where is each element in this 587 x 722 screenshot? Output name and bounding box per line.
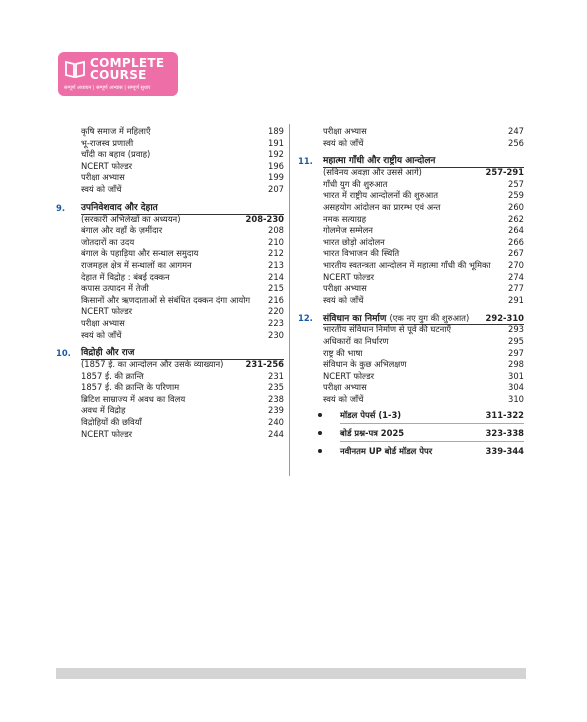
toc-row-label: परीक्षा अभ्यास xyxy=(81,172,125,183)
toc-extra-label: बोर्ड प्रश्न-पत्र 2025 xyxy=(340,428,405,439)
toc-row[interactable] xyxy=(298,272,524,284)
toc-row-label: नमक सत्याग्रह xyxy=(323,213,367,224)
chapter-title: महात्मा गाँधी और राष्ट्रीय आन्दोलन xyxy=(323,156,436,167)
toc-row-label: असहयोग आंदोलन का प्रारम्भ एवं अन्त xyxy=(323,201,441,212)
toc-row[interactable] xyxy=(56,318,284,330)
toc-row-label: अधिकारों का निर्धारण xyxy=(323,335,389,346)
toc-row-page: 231 xyxy=(268,370,284,381)
toc-row[interactable] xyxy=(56,126,284,138)
brand-line1: COMPLETE xyxy=(90,56,165,70)
chapter-subtitle: (सरकारी अभिलेखों का अध्ययन) xyxy=(81,213,181,224)
chapter-title: विद्रोही और राज xyxy=(81,348,135,359)
toc-row[interactable] xyxy=(298,179,524,191)
toc-row-page: 298 xyxy=(508,359,524,370)
chapter-number: 9. xyxy=(56,202,66,213)
toc-row[interactable] xyxy=(56,394,284,406)
toc-row-page: 207 xyxy=(268,183,284,194)
toc-row-page: 247 xyxy=(508,126,524,136)
toc-row-page: 274 xyxy=(508,271,524,282)
toc-row-page: 208 xyxy=(268,225,284,236)
toc-row[interactable] xyxy=(56,149,284,161)
toc-row-label: NCERT फोल्डर xyxy=(81,428,133,439)
toc-row[interactable] xyxy=(56,283,284,295)
chapter-subtitle-row xyxy=(56,359,284,371)
toc-row-page: 239 xyxy=(268,405,284,416)
bullet-icon xyxy=(318,449,322,453)
toc-row[interactable] xyxy=(298,248,524,260)
item-divider xyxy=(340,423,524,424)
toc-row-label: 1857 ई. की क्रान्ति के परिणाम xyxy=(81,382,180,393)
toc-row-label: 1857 ई. की क्रान्ति xyxy=(81,370,144,381)
toc-row-label: किसानों और ऋणदाताओं से संबंधित दक्कन दंगा आयोग xyxy=(81,294,251,305)
toc-row[interactable] xyxy=(56,429,284,441)
chapter-number: 11. xyxy=(298,156,313,167)
toc-row[interactable] xyxy=(298,359,524,371)
toc-row[interactable] xyxy=(298,371,524,383)
toc-extra-page: 323-338 xyxy=(485,428,524,439)
toc-row[interactable] xyxy=(56,184,284,196)
toc-row[interactable] xyxy=(298,336,524,348)
toc-extra-page: 311-322 xyxy=(485,410,524,421)
toc-row[interactable] xyxy=(56,272,284,284)
toc-extra-label: नवीनतम UP बोर्ड मॉडल पेपर xyxy=(340,446,433,457)
toc-row[interactable] xyxy=(56,161,284,173)
toc-left-column xyxy=(56,126,284,440)
chapter-page-range: 231-256 xyxy=(245,359,284,370)
toc-row-label: परीक्षा अभ्यास xyxy=(323,283,367,294)
toc-row[interactable] xyxy=(298,126,524,138)
toc-row-label: बंगाल के पहाड़िया और सन्थाल समुदाय xyxy=(81,248,199,259)
toc-row-label: गाँधी युग की शुरुआत xyxy=(323,178,388,189)
toc-row-page: 293 xyxy=(508,324,524,335)
toc-row-label: चाँदी का बहाव (प्रवाह) xyxy=(81,149,151,160)
toc-row-label: राष्ट्र की भाषा xyxy=(323,347,363,358)
column-divider xyxy=(289,124,290,476)
brand-logo xyxy=(58,52,178,96)
toc-row-label: स्वयं को जाँचें xyxy=(323,393,364,404)
toc-row[interactable] xyxy=(298,225,524,237)
toc-row-label: देहात में विद्रोह : बंबई दक्कन xyxy=(81,271,170,282)
toc-row[interactable] xyxy=(56,382,284,394)
chapter-title-note: (एक नए युग की शुरुआत) xyxy=(389,313,470,324)
chapter-subtitle: (सविनय अवज्ञा और उससे आगे) xyxy=(323,167,422,178)
chapter-page-range: 292-310 xyxy=(485,313,524,324)
toc-row-label: अवध में विद्रोह xyxy=(81,405,126,416)
toc-row-page: 270 xyxy=(508,259,524,270)
toc-row-label: विद्रोहियों की छवियाँ xyxy=(81,417,142,428)
toc-row-page: 291 xyxy=(508,294,524,305)
toc-row-label: ब्रिटिश साम्राज्य में अवध का विलय xyxy=(81,393,186,404)
toc-row[interactable] xyxy=(56,295,284,307)
toc-row-page: 213 xyxy=(268,259,284,270)
toc-row[interactable] xyxy=(298,237,524,249)
toc-row-page: 304 xyxy=(508,382,524,393)
toc-row-page: 189 xyxy=(268,126,284,136)
toc-row[interactable] xyxy=(298,214,524,226)
book-icon xyxy=(64,58,86,80)
toc-row[interactable] xyxy=(298,394,524,406)
toc-row[interactable] xyxy=(298,138,524,150)
toc-row-page: 264 xyxy=(508,225,524,236)
toc-row[interactable] xyxy=(56,172,284,184)
toc-row-page: 260 xyxy=(508,201,524,212)
toc-row-page: 214 xyxy=(268,271,284,282)
toc-row-label: कृषि समाज में महिलाएँ xyxy=(81,126,151,136)
toc-row-page: 244 xyxy=(268,428,284,439)
toc-row-label: NCERT फोल्डर xyxy=(323,370,375,381)
toc-row-page: 230 xyxy=(268,329,284,340)
toc-row-label: भारतीय स्वतन्त्रता आन्दोलन में महात्मा गाँधी की भूमिका xyxy=(323,259,491,270)
toc-row[interactable] xyxy=(56,330,284,342)
toc-row-page: 257 xyxy=(508,178,524,189)
toc-row-page: 259 xyxy=(508,190,524,201)
chapter-title-main: संविधान का निर्माण xyxy=(323,314,387,325)
toc-row-page: 199 xyxy=(268,172,284,183)
toc-row-label: कपास उत्पादन में तेजी xyxy=(81,283,149,294)
brand-tagline: सम्पूर्ण अध्ययन | सम्पूर्ण अभ्यास | सम्पूर्ण सुधार xyxy=(64,85,151,91)
toc-row-label: NCERT फोल्डर xyxy=(81,306,133,317)
toc-row[interactable] xyxy=(298,202,524,214)
toc-row-label: गोलमेज सम्मेलन xyxy=(323,225,373,236)
toc-row[interactable] xyxy=(298,190,524,202)
toc-row-page: 191 xyxy=(268,137,284,148)
toc-row-label: भारत में राष्ट्रीय आन्दोलनों की शुरुआत xyxy=(323,190,438,201)
toc-row-page: 295 xyxy=(508,335,524,346)
chapter-12-heading[interactable] xyxy=(298,312,524,324)
toc-row-label: भारतीय संविधान निर्माण से पूर्व की घटनाएँ xyxy=(323,324,452,335)
toc-row-label: स्वयं को जाँचें xyxy=(81,329,122,340)
toc-row-label: राजमहल क्षेत्र में सन्थालों का आगमन xyxy=(81,259,192,270)
toc-row-label: भू-राजस्व प्रणाली xyxy=(81,137,134,148)
toc-extra-label: मॉडल पेपर्स (1-3) xyxy=(340,410,402,421)
toc-row-label: परीक्षा अभ्यास xyxy=(323,382,367,393)
toc-row-label: भारत विभाजन की स्थिति xyxy=(323,248,400,259)
toc-row-label: स्वयं को जाँचें xyxy=(323,137,364,148)
toc-row-label: परीक्षा अभ्यास xyxy=(323,126,367,136)
toc-row-page: 301 xyxy=(508,370,524,381)
toc-row[interactable] xyxy=(56,237,284,249)
toc-row[interactable] xyxy=(56,371,284,383)
chapter-10-heading[interactable] xyxy=(56,347,284,359)
toc-row-label: परीक्षा अभ्यास xyxy=(81,317,125,328)
toc-row-label: NCERT फोल्डर xyxy=(81,160,133,171)
toc-row-page: 277 xyxy=(508,283,524,294)
toc-row-label: बंगाल और वहाँ के ज़मींदार xyxy=(81,225,163,236)
toc-row[interactable] xyxy=(298,295,524,307)
toc-row[interactable] xyxy=(298,283,524,295)
toc-row-page: 310 xyxy=(508,393,524,404)
brand-line2: COURSE xyxy=(90,68,147,82)
toc-row-page: 210 xyxy=(268,236,284,247)
toc-extra-item[interactable] xyxy=(298,407,524,423)
toc-extra-page: 339-344 xyxy=(485,446,524,457)
toc-row-page: 262 xyxy=(508,213,524,224)
toc-row-page: 212 xyxy=(268,248,284,259)
toc-row-page: 297 xyxy=(508,347,524,358)
chapter-page-range: 208-230 xyxy=(245,213,284,224)
chapter-9-heading[interactable] xyxy=(56,202,284,214)
toc-row-page: 215 xyxy=(268,283,284,294)
toc-right-column xyxy=(298,126,524,459)
chapter-subtitle: (1857 ई. का आन्दोलन और उसके व्याख्यान) xyxy=(81,359,224,370)
toc-row-label: NCERT फोल्डर xyxy=(323,271,375,282)
chapter-number: 10. xyxy=(56,348,71,359)
toc-row[interactable] xyxy=(56,248,284,260)
toc-row-page: 192 xyxy=(268,149,284,160)
toc-row[interactable] xyxy=(56,138,284,150)
toc-row-page: 235 xyxy=(268,382,284,393)
item-divider xyxy=(340,441,524,442)
toc-row-label: भारत छोड़ो आंदोलन xyxy=(323,236,385,247)
toc-row-label: संविधान के कुछ अभिलक्षण xyxy=(323,359,407,370)
toc-extra-item[interactable] xyxy=(298,443,524,459)
chapter-subtitle-row xyxy=(56,214,284,226)
chapter-11-heading[interactable] xyxy=(298,155,524,167)
chapter-number: 12. xyxy=(298,313,313,324)
toc-row[interactable] xyxy=(56,225,284,237)
toc-row[interactable] xyxy=(298,324,524,336)
toc-row-label: स्वयं को जाँचें xyxy=(81,183,122,194)
toc-row-page: 238 xyxy=(268,393,284,404)
toc-row[interactable] xyxy=(298,382,524,394)
toc-row[interactable] xyxy=(56,417,284,429)
toc-row-page: 223 xyxy=(268,317,284,328)
toc-row-page: 256 xyxy=(508,137,524,148)
toc-row[interactable] xyxy=(298,348,524,360)
footer-bar xyxy=(56,668,526,679)
toc-row-page: 267 xyxy=(508,248,524,259)
toc-row-page: 196 xyxy=(268,160,284,171)
toc-row-page: 240 xyxy=(268,417,284,428)
chapter-page-range: 257-291 xyxy=(485,167,524,178)
toc-row-page: 220 xyxy=(268,306,284,317)
toc-extra-item[interactable] xyxy=(298,425,524,441)
bullet-icon xyxy=(318,431,322,435)
toc-row[interactable] xyxy=(56,405,284,417)
toc-row[interactable] xyxy=(298,260,524,272)
toc-row-page: 216 xyxy=(268,294,284,305)
toc-row-label: जोतदारों का उदय xyxy=(81,236,135,247)
toc-row-page: 266 xyxy=(508,236,524,247)
bullet-icon xyxy=(318,413,322,417)
chapter-title: उपनिवेशवाद और देहात xyxy=(81,202,158,213)
chapter-subtitle-row xyxy=(298,167,524,179)
toc-row[interactable] xyxy=(56,260,284,272)
toc-row-label: स्वयं को जाँचें xyxy=(323,294,364,305)
toc-row[interactable] xyxy=(56,306,284,318)
